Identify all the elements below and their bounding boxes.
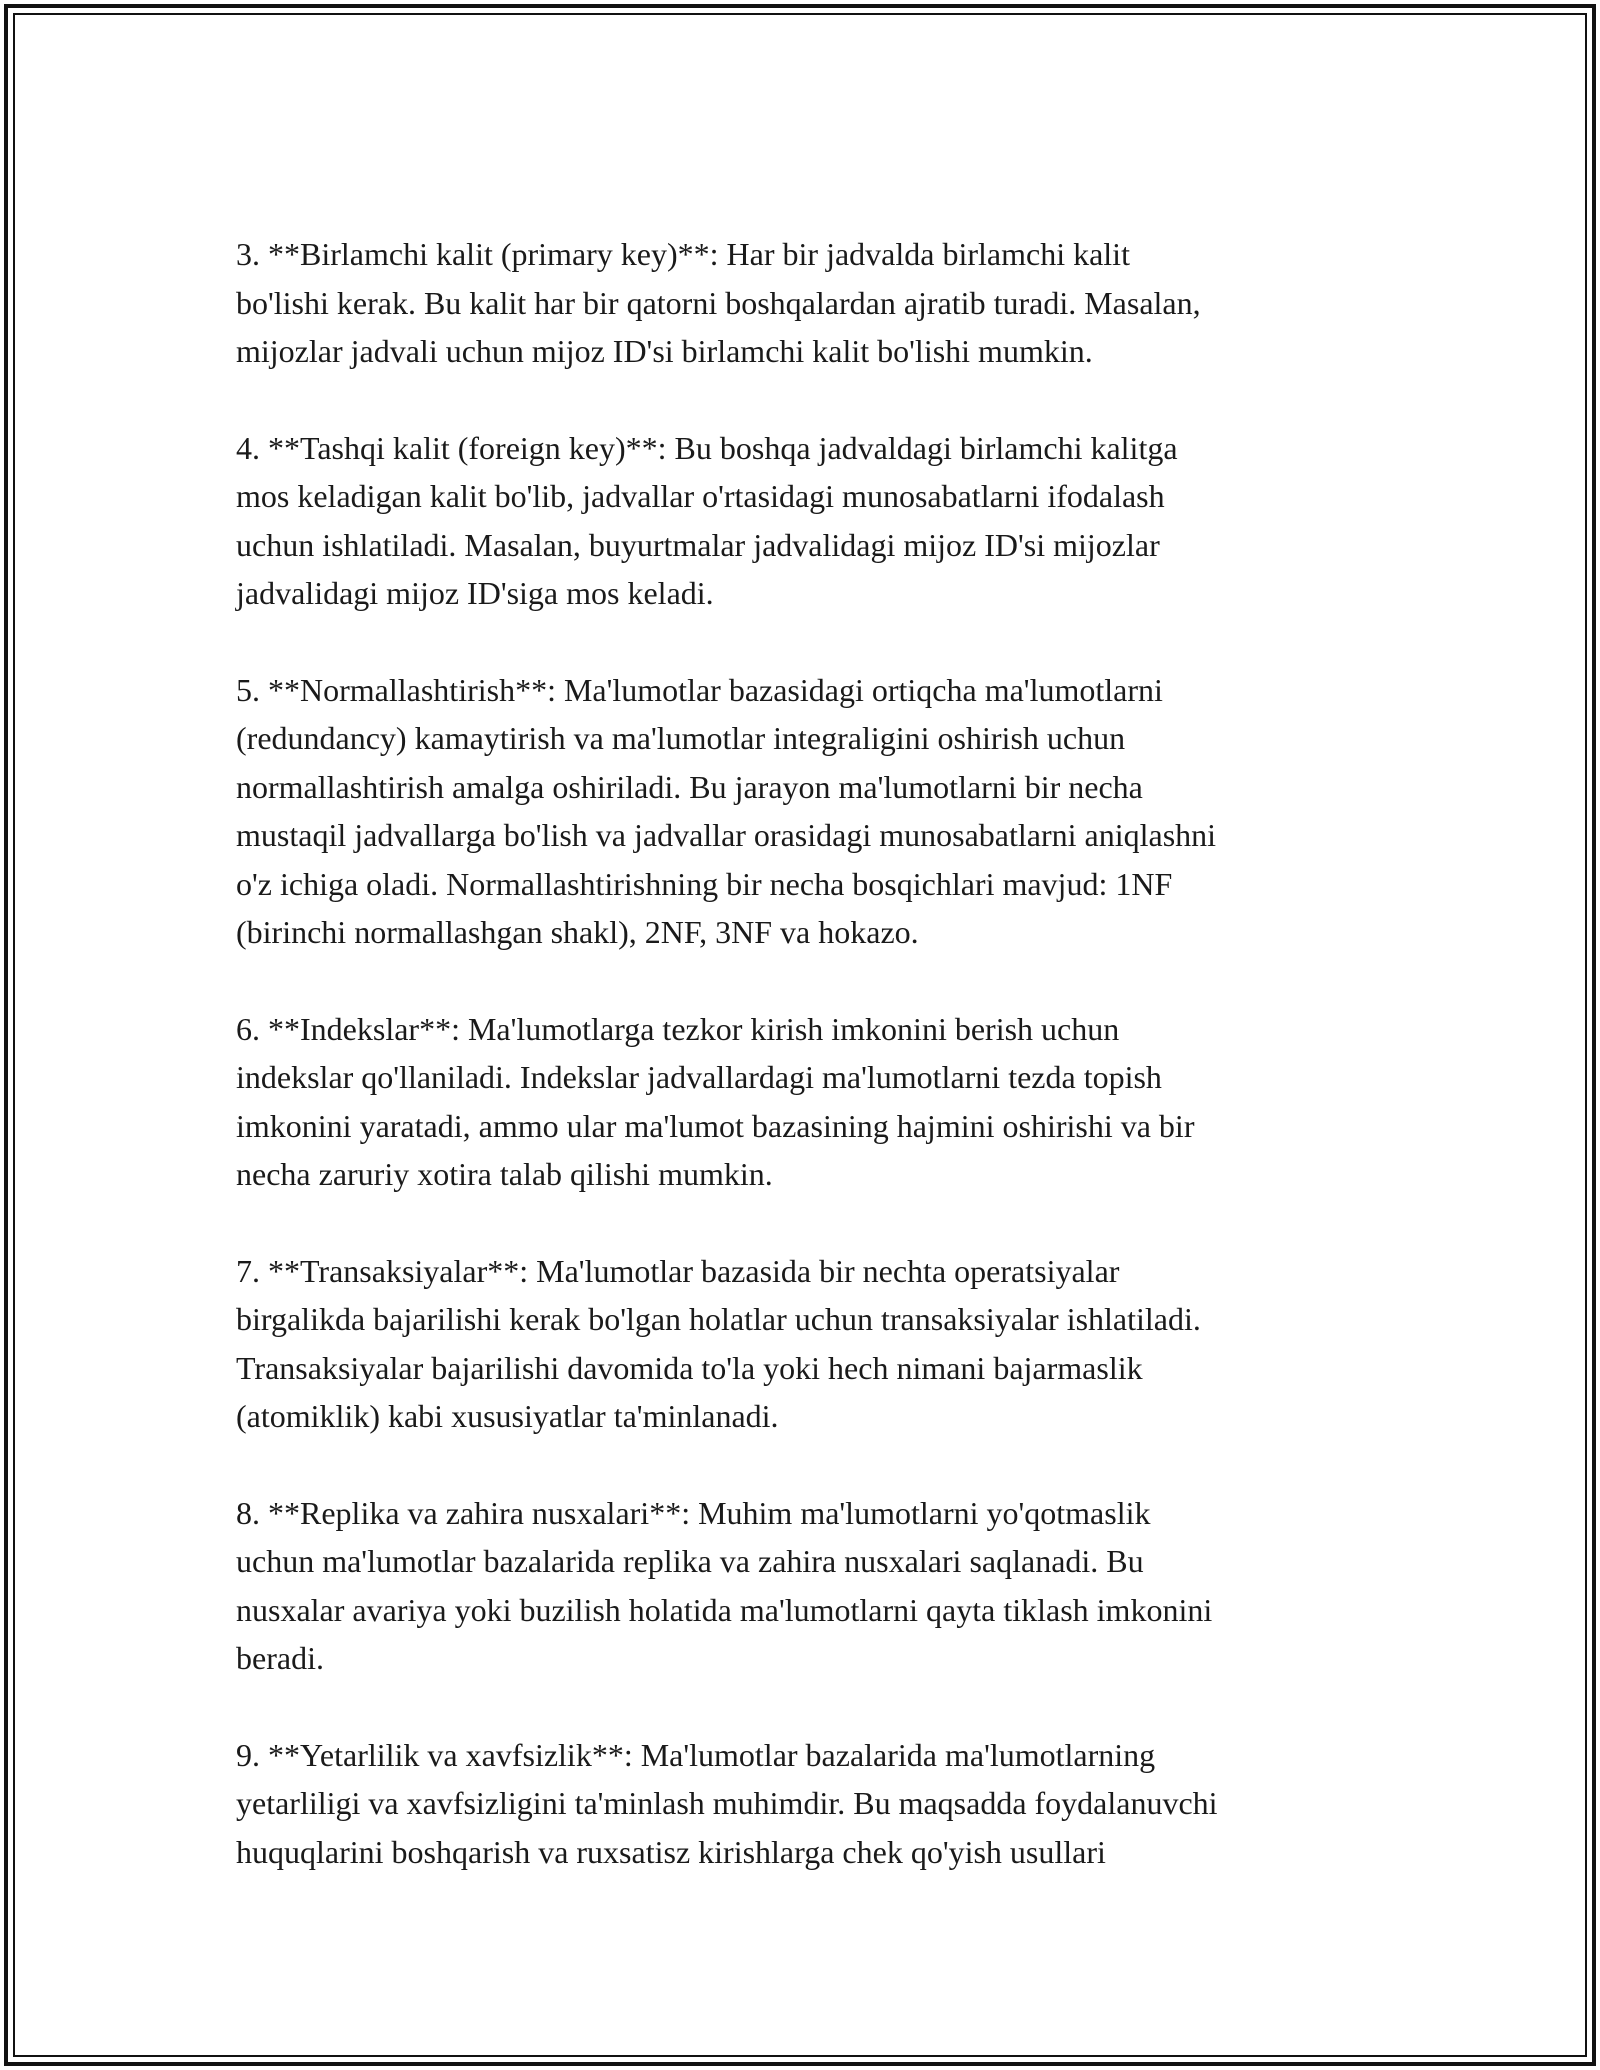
paragraph-normalization: 5. **Normallashtirish**: Ma'lumotlar bazasidagi ortiqcha ma'lumotlarni (redundancy) kamaytirish va ma'lumotlar integraligini oshirish uchun normallashtirish amalga oshiriladi. Bu jarayon ma'lumotlarni bir necha mustaqil jadvallarga bo'lish va jadvallar orasidagi munosabatlarni aniqlashni o'z ichiga oladi. Normallashtirishning bir necha bosqichlari mavjud: 1NF (birinchi normallashgan shakl), 2NF, 3NF va hokazo. xyxy=(236,671,1217,950)
paragraph-transactions: 7. **Transaksiyalar**: Ma'lumotlar bazasida bir nechta operatsiyalar birgalikda bajarilishi kerak bo'lgan holatlar uchun transaksiyalar ishlatiladi. Transaksiyalar bajarilishi davomida to'la yoki hech nimani bajarmaslik (atomiklik) kabi xususiyatlar ta'minlanadi. xyxy=(236,1252,1201,1434)
paragraph-indexes: 6. **Indekslar**: Ma'lumotlarga tezkor kirish imkonini berish uchun indekslar qo'llaniladi. Indekslar jadvallardagi ma'lumotlarni tezda topish imkonini yaratadi, ammo ular ma'lumot bazasining hajmini oshirishi va bir necha zaruriy xotira talab qilishi mumkin. xyxy=(236,1010,1195,1192)
paragraph-availability-security: 9. **Yetarlilik va xavfsizlik**: Ma'lumotlar bazalarida ma'lumotlarning yetarliligi va xavfsizligini ta'minlash muhimdir. Bu maqsadda foydalanuvchi huquqlarini boshqarish va ruxsatisz kirishlarga chek qo'yish usullari xyxy=(236,1736,1218,1870)
paragraph-primary-key: 3. **Birlamchi kalit (primary key)**: Har bir jadvalda birlamchi kalit bo'lishi kerak. Bu kalit har bir qatorni boshqalardan ajratib turadi. Masalan, mijozlar jadvali uchun mijoz ID'si birlamchi kalit bo'lishi mumkin. xyxy=(236,236,1201,369)
document-body xyxy=(236,230,1371,1924)
paragraph-replica-backup: 8. **Replika va zahira nusxalari**: Muhim ma'lumotlarni yo'qotmaslik uchun ma'lumotlar bazalarida replika va zahira nusxalari saqlanadi. Bu nusxalar avariya yoki buzilish holatida ma'lumotlarni qayta tiklash imkonini beradi. xyxy=(236,1494,1213,1676)
paragraph-foreign-key: 4. **Tashqi kalit (foreign key)**: Bu boshqa jadvaldagi birlamchi kalitga mos keladigan kalit bo'lib, jadvallar o'rtasidagi munosabatlarni ifodalash uchun ishlatiladi. Masalan, buyurtmalar jadvalidagi mijoz ID'si mijozlar jadvalidagi mijoz ID'siga mos keladi. xyxy=(236,429,1178,611)
